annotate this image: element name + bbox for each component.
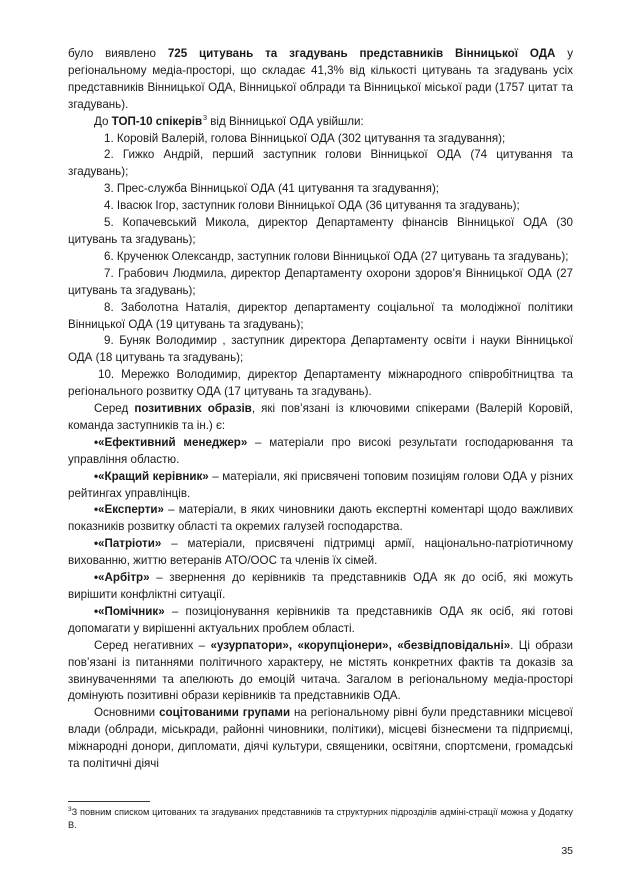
top10-pre: До: [94, 114, 112, 128]
groups-text-rest: на регіональному рівні були представники місцевої влади (облради, міськради, районні чиновники, політики), місцеві бізнесмени та підприємці, міжнародні донори, дипломати, діячі культури, священики, освітяни, спортсмени, громадські та політичні діячі: [68, 706, 573, 771]
footnote: [68, 806, 573, 832]
cited-groups-paragraph: [68, 705, 573, 773]
image-item: [68, 502, 573, 536]
image-desc: – звернення до керівників та представників ОДА як до осіб, які можуть вирішити конфліктні ситуації.: [68, 571, 573, 601]
speaker-item: 8. Заболотна Наталія, директор департаменту соціальної та молодіжної політики Вінницької ОДА (19 цитувань та згадувань);: [68, 300, 573, 331]
image-desc: – позиціонування керівників та представників ОДА як осіб, які готові допомагати у вирішенні актуальних проблем області.: [68, 604, 573, 635]
image-label: •«Помічник»: [94, 604, 165, 618]
speaker-item: 3. Прес-служба Вінницької ОДА (41 цитування та згадування);: [104, 182, 440, 196]
image-label: •«Ефективний менеджер»: [94, 435, 248, 449]
image-label: •«Патріоти»: [94, 537, 162, 551]
negative-highlight: «узурпатори», «корупціонери», «безвідповідальні»: [210, 638, 511, 652]
image-desc: – матеріали, які присвячені топовим позиціям голови ОДА у різних рейтингах управлінців.: [68, 469, 574, 500]
image-label: •«Арбітр»: [94, 571, 150, 585]
speaker-item: 2. Гижко Андрій, перший заступник голови Вінницької ОДА (74 цитування та згадувань);: [68, 148, 573, 179]
speaker-item: 9. Буняк Володимир , заступник директора Департаменту освіти і науки Вінницької ОДА (18 цитувань та згадувань);: [68, 334, 573, 365]
image-desc: – матеріали, присвячені підтримці армії, національно-патріотичному вихованню, життю ветеранів АТО/ООС та членів їх сімей.: [68, 537, 573, 568]
negative-images-paragraph: [68, 638, 573, 706]
groups-text: Основними: [94, 706, 160, 720]
image-item: [68, 536, 573, 570]
positive-images-paragraph: [68, 401, 573, 435]
negative-text-rest: . Ці образи пов’язані із питаннями політичного характеру, не містять конкретних фактів та доказів за звинуваченнями та апелюють до емоцій читача. Загалом в регіональному медіа-просторі домінують позитивні образи керівників та представників ОДА.: [68, 638, 573, 703]
intro-text: було виявлено: [68, 47, 168, 60]
positive-text: Серед: [94, 402, 135, 416]
image-item: [68, 469, 573, 503]
intro-highlight: 725 цитувань та згадувань представників Вінницької ОДА: [167, 47, 556, 60]
top10-bold: ТОП-10 спікерів: [111, 114, 203, 128]
image-item: [68, 570, 573, 604]
top10-heading: [68, 114, 573, 131]
footnote-number: 3: [68, 805, 72, 813]
image-label: •«Кращий керівник»: [94, 469, 209, 483]
page-number: 35: [561, 845, 573, 857]
intro-paragraph: [68, 46, 573, 114]
footnote-separator: [68, 801, 150, 802]
footnote-text: З повним списком цитованих та згадуваних представників та структурних підрозділів адміні-страції можна у Додатку В.: [68, 807, 573, 830]
positive-text-rest: , які пов’язані із ключовими спікерами (Валерій Коровій, команда заступників та ін.) є:: [68, 402, 573, 432]
speaker-item: 7. Грабович Людмила, директор Департаменту охорони здоров’я Вінницької ОДА (27 цитувань та згадувань);: [68, 266, 573, 297]
image-desc: – матеріали про високі результати господарювання та управління областю.: [68, 435, 573, 466]
speaker-item: 4. Івасюк Ігор, заступник голови Вінницької ОДА (36 цитування та згадувань);: [104, 199, 520, 213]
groups-highlight: соцiтованими групами: [159, 706, 291, 720]
speaker-item: 6. Крученюк Олександр, заступник голови Вінницької ОДА (27 цитувань та згадувань);: [104, 249, 569, 263]
image-item: [68, 604, 573, 638]
image-desc: – матеріали, в яких чиновники дають експертні коментарі щодо важливих показників розвитку області та окремих галузей господарства.: [68, 503, 573, 534]
intro-text-rest: у регіональному медіа-просторі, що складає 41,3% від кількості цитувань та згадувань усіх представників Вінницької ОДА, Вінницької облради та Вінницької міської ради (1757 цитат та згадувань).: [68, 47, 573, 111]
footnote-ref[interactable]: 3: [203, 114, 208, 122]
speaker-item: 5. Копачевський Микола, директор Департаменту фінансів Вінницької ОДА (30 цитувань та згадувань);: [68, 216, 573, 246]
image-item: [68, 435, 573, 469]
negative-text: Серед негативних –: [94, 638, 211, 652]
positive-highlight: позитивних образів: [134, 402, 252, 416]
speaker-item: 10. Мережко Володимир, директор Департаменту міжнародного співробітництва та регіонального розвитку ОДА (17 цитувань та згадувань).: [68, 368, 573, 399]
image-label: •«Експерти»: [94, 503, 164, 517]
top10-post: від Вінницької ОДА увійшли:: [207, 114, 364, 128]
document-body: [68, 46, 573, 773]
speaker-item: 1. Коровій Валерій, голова Вінницької ОДА (302 цитування та згадування);: [104, 131, 506, 145]
